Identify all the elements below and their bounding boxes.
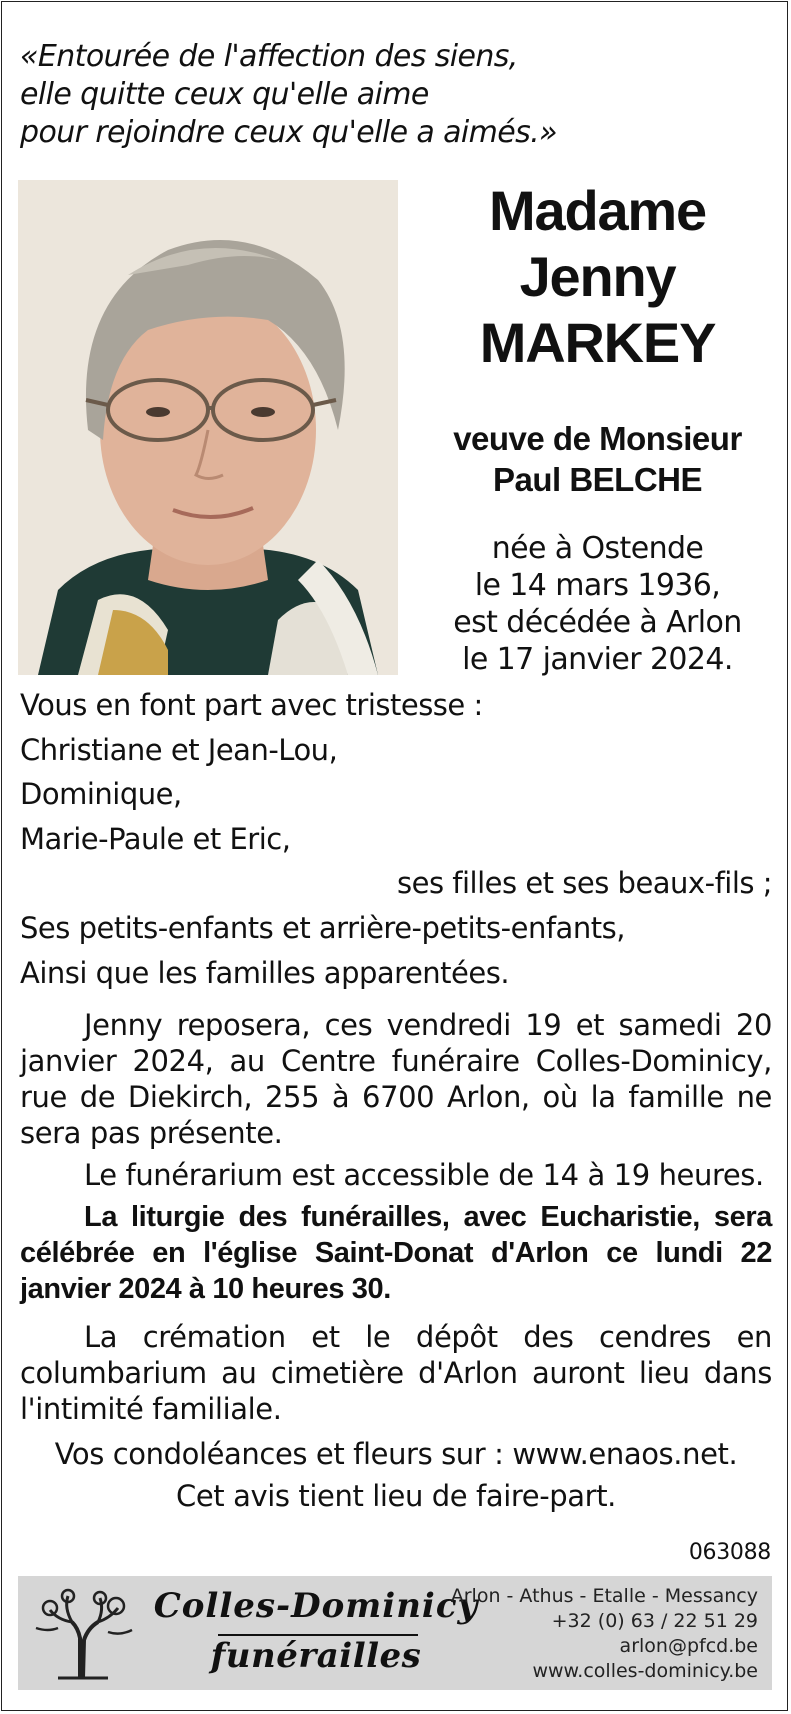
website-link: www.colles-dominicy.be <box>532 1660 758 1682</box>
birth-place: née à Ostende <box>491 531 704 566</box>
death-date: le 17 janvier 2024. <box>462 642 733 677</box>
life-dates <box>420 530 775 678</box>
last-name: MARKEY <box>479 311 716 374</box>
cremation-paragraph: La crémation et le dépôt des cendres en columbarium au cimetière d'Arlon auront lieu dans l'intimité familiale. <box>20 1320 772 1426</box>
email-address: arlon@pfcd.be <box>619 1635 758 1657</box>
relatives: Ainsi que les familles apparentées. <box>20 955 510 990</box>
contact-info <box>451 1584 758 1684</box>
phone-number: +32 (0) 63 / 22 51 29 <box>551 1610 758 1632</box>
death-place: est décédée à Arlon <box>453 605 742 640</box>
family-member: Marie-Paule et Eric, <box>20 821 291 856</box>
deceased-name <box>420 178 775 376</box>
name-title: Madame <box>489 179 706 242</box>
widow-of <box>420 418 775 500</box>
family-member: Christiane et Jean-Lou, <box>20 732 338 767</box>
birth-date: le 14 mars 1936, <box>474 568 721 603</box>
liturgy-paragraph: La liturgie des funérailles, avec Eucharistie, sera célébrée en l'église Saint-Donat d'Arlon ce lundi 22 janvier 2024 à 10 heures 30. <box>20 1201 772 1305</box>
portrait-photo <box>18 180 398 675</box>
spouse-name: Paul BELCHE <box>492 461 703 498</box>
family-intro: Vous en font part avec tristesse : <box>20 688 483 722</box>
funeral-details <box>20 1007 772 1517</box>
family-relation: ses filles et ses beaux-fils ; <box>397 866 772 901</box>
quote-line: elle quitte ceux qu'elle aime <box>20 77 429 112</box>
locations: Arlon - Athus - Etalle - Messancy <box>450 1585 758 1607</box>
reference-number: 063088 <box>688 1540 771 1565</box>
quote-line: pour rejoindre ceux qu'elle a aimés.» <box>20 115 557 150</box>
notice-line: Cet avis tient lieu de faire-part. <box>176 1479 616 1513</box>
grandchildren: Ses petits-enfants et arrière-petits-enfants, <box>20 910 625 945</box>
brand-name: Colles-Dominicy <box>153 1586 479 1626</box>
quote-line: «Entourée de l'affection des siens, <box>20 39 518 74</box>
hours-paragraph: Le funérarium est accessible de 14 à 19 heures. <box>84 1158 764 1192</box>
funeral-home-footer <box>18 1576 772 1690</box>
viewing-paragraph: Jenny reposera, ces vendredi 19 et samedi 20 janvier 2024, au Centre funéraire Colles-Dominicy, rue de Diekirch, 255 à 6700 Arlon, où la famille ne sera pas présente. <box>20 1008 772 1150</box>
widow-line: veuve de Monsieur <box>453 420 742 457</box>
epitaph-quote <box>20 38 760 152</box>
family-announcement <box>20 683 772 995</box>
portrait-illustration <box>18 180 398 675</box>
tree-icon <box>28 1588 138 1680</box>
family-member: Dominique, <box>20 777 182 812</box>
first-name: Jenny <box>519 245 676 308</box>
brand-subtitle: funérailles <box>210 1636 422 1676</box>
condolences-line: Vos condoléances et fleurs sur : www.enaos.net. <box>54 1437 738 1471</box>
